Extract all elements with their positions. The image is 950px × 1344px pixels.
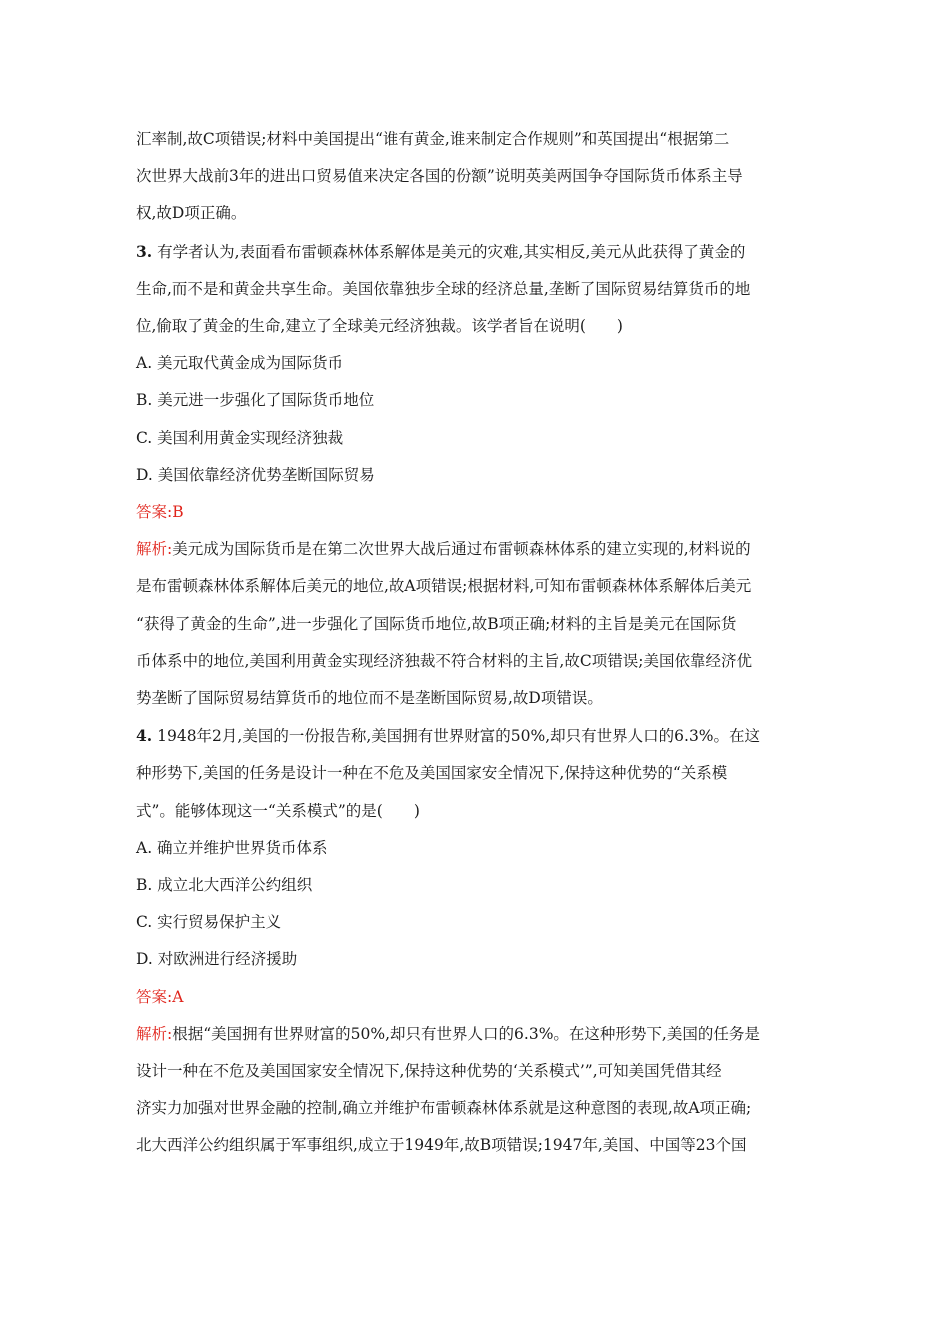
analysis-line: 币体系中的地位,美国利用黄金实现经济独裁不符合材料的主旨,故C项错误;美国依靠经济优 <box>136 651 752 670</box>
question-stem-line <box>136 233 816 271</box>
question-stem-line: 式”。能够体现这一“关系模式”的是( ) <box>136 801 420 820</box>
analysis-line <box>136 1016 816 1053</box>
analysis-line: 是布雷顿森林体系解体后美元的地位,故A项错误;根据材料,可知布雷顿森林体系解体后美元 <box>136 577 752 596</box>
answer-line <box>136 494 816 531</box>
option-a: A. 确立并维护世界货币体系 <box>136 838 328 857</box>
analysis-line: 设计一种在不危及美国国家安全情况下,保持这种优势的‘关系模式’”,可知美国凭借其经 <box>136 1062 722 1081</box>
option-c: C. 美国利用黄金实现经济独裁 <box>136 428 344 447</box>
analysis-text: 根据“美国拥有世界财富的50%,却只有世界人口的6.3%。在这种形势下,美国的任务是 <box>172 1024 760 1043</box>
analysis-line <box>136 531 816 568</box>
text-line: 次世界大战前3年的进出口贸易值来决定各国的份额”说明英美两国争夺国际货币体系主导 <box>136 167 743 186</box>
analysis-line: “获得了黄金的生命”,进一步强化了国际货币地位,故B项正确;材料的主旨是美元在国际货 <box>136 614 737 633</box>
q2-explanation-continued <box>136 121 816 233</box>
question-4 <box>136 717 816 830</box>
analysis-label: 解析: <box>136 1024 173 1043</box>
text-line: 权,故D项正确。 <box>136 204 247 223</box>
question-4-analysis <box>136 1016 816 1165</box>
question-3 <box>136 233 816 346</box>
question-4-options <box>136 830 816 979</box>
question-stem-line: 位,偷取了黄金的生命,建立了全球美元经济独裁。该学者旨在说明( ) <box>136 317 623 336</box>
question-stem-text: 有学者认为,表面看布雷顿森林体系解体是美元的灾难,其实相反,美元从此获得了黄金的 <box>152 242 746 261</box>
option-d: D. 对欧洲进行经济援助 <box>136 950 298 969</box>
analysis-line: 济实力加强对世界金融的控制,确立并维护布雷顿森林体系就是这种意图的表现,故A项正确; <box>136 1099 752 1118</box>
question-stem-line: 种形势下,美国的任务是设计一种在不危及美国国家安全情况下,保持这种优势的“关系模 <box>136 764 728 783</box>
option-c: C. 实行贸易保护主义 <box>136 913 282 932</box>
question-number: 4. <box>136 726 153 746</box>
answer-label: 答案: <box>136 987 173 1006</box>
option-a: A. 美元取代黄金成为国际货币 <box>136 354 344 373</box>
answer-value: B <box>172 503 184 522</box>
question-4-answer <box>136 979 816 1016</box>
analysis-text: 美元成为国际货币是在第二次世界大战后通过布雷顿森林体系的建立实现的,材料说的 <box>172 540 751 559</box>
analysis-label: 解析: <box>136 540 173 559</box>
text-line: 汇率制,故C项错误;材料中美国提出“谁有黄金,谁来制定合作规则”和英国提出“根据第二 <box>136 130 730 148</box>
answer-value: A <box>172 987 184 1006</box>
question-number: 3. <box>136 241 153 261</box>
document-body <box>136 121 816 1165</box>
option-b: B. 美元进一步强化了国际货币地位 <box>136 391 375 410</box>
answer-line <box>136 979 816 1016</box>
question-3-answer <box>136 494 816 531</box>
analysis-line: 势垄断了国际贸易结算货币的地位而不是垄断国际贸易,故D项错误。 <box>136 689 603 708</box>
answer-label: 答案: <box>136 503 173 522</box>
question-stem-line <box>136 717 816 755</box>
option-b: B. 成立北大西洋公约组织 <box>136 876 313 895</box>
analysis-line: 北大西洋公约组织属于军事组织,成立于1949年,故B项错误;1947年,美国、中国等23个国 <box>136 1136 747 1155</box>
question-3-options <box>136 345 816 494</box>
question-stem-text: 1948年2月,美国的一份报告称,美国拥有世界财富的50%,却只有世界人口的6.3%。在这 <box>152 727 761 746</box>
question-3-analysis <box>136 531 816 717</box>
question-stem-line: 生命,而不是和黄金共享生命。美国依靠独步全球的经济总量,垄断了国际贸易结算货币的地 <box>136 279 751 298</box>
option-d: D. 美国依靠经济优势垄断国际贸易 <box>136 465 375 484</box>
